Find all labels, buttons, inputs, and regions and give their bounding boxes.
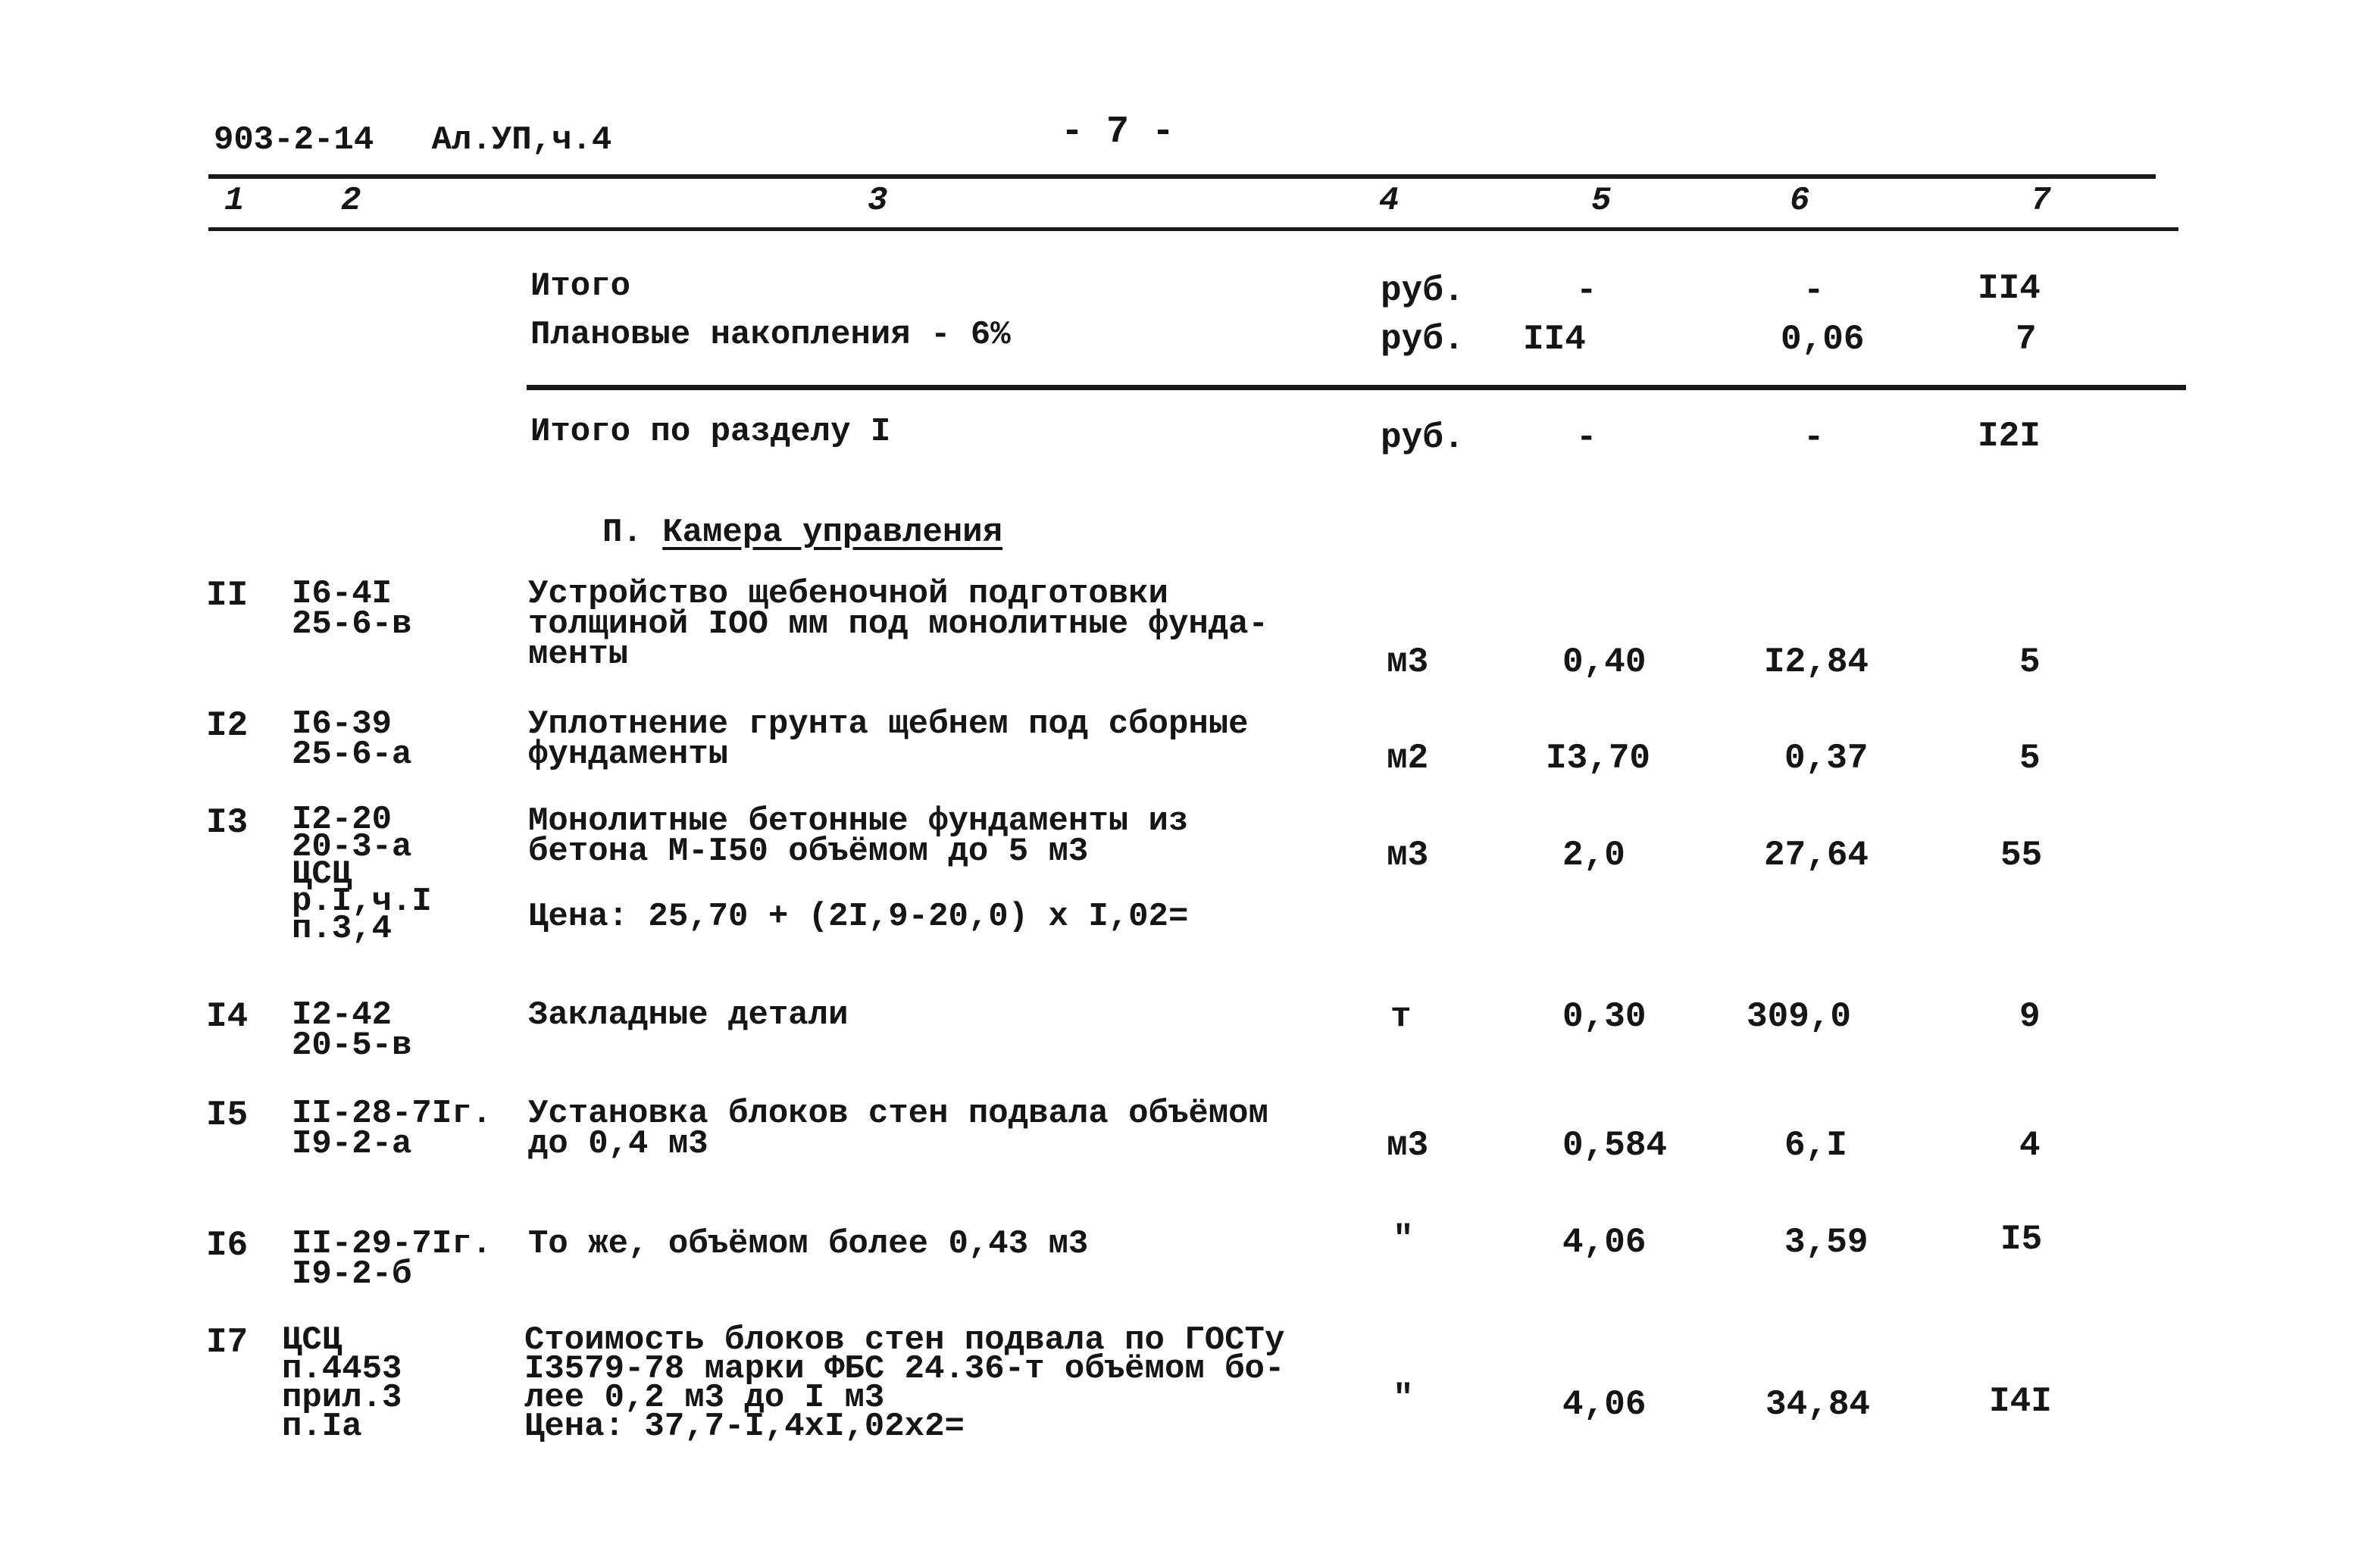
col-5-number: 5 (1591, 182, 1612, 220)
row-price: 27,64 (1764, 836, 1869, 875)
row-total: I4I (1989, 1382, 2052, 1421)
row-code-line: ЦСЦ (282, 1321, 342, 1359)
row-unit: м3 (1387, 642, 1429, 682)
row-code-line: п.3,4 (292, 910, 392, 948)
row-desc-line: Стоимость блоков стен подвала по ГОСТу (524, 1321, 1285, 1359)
row-code (292, 801, 432, 948)
row-total: 5 (2019, 739, 2041, 778)
col-6-number: 6 (1790, 182, 1810, 220)
row-code-line: 25-6-а (292, 736, 412, 774)
section-heading-title: Камера управления (662, 514, 1003, 552)
row-unit: " (1393, 1220, 1414, 1259)
row-unit: м2 (1387, 739, 1429, 778)
row-desc-line: Закладные детали (528, 996, 849, 1034)
summary-planned-total: 7 (2016, 320, 2037, 359)
row-number: I3 (206, 803, 249, 842)
row-total: I5 (2000, 1220, 2043, 1259)
row-unit: т (1390, 997, 1412, 1036)
row-code (292, 705, 412, 774)
row-number: I2 (206, 706, 249, 745)
row-description (528, 996, 849, 1034)
row-total: 4 (2019, 1126, 2041, 1165)
row-number: II (206, 576, 249, 615)
row-price: 6,I (1784, 1126, 1847, 1165)
row-qty: 4,06 (1562, 1385, 1647, 1424)
section-heading-number: П. (602, 514, 643, 552)
row-desc-line: бетона М-I50 объёмом до 5 м3 (528, 833, 1089, 871)
row-price-note: Цена: 25,70 + (2I,9-20,0) х I,02= (528, 898, 1189, 936)
row-code (282, 1321, 402, 1446)
summary-planned-qty: II4 (1523, 320, 1586, 359)
row-code-line: I9-2-а (292, 1125, 412, 1163)
row-price: I2,84 (1764, 642, 1869, 682)
row-code-line: 20-3-а (292, 828, 412, 866)
col-7-number: 7 (2031, 182, 2051, 220)
section-total-unit: руб. (1381, 418, 1465, 458)
row-desc-line: толщиной IОО мм под монолитные фунда- (528, 605, 1268, 643)
row-price: 34,84 (1765, 1385, 1871, 1424)
row-code-line: I2-42 (292, 996, 392, 1034)
row-qty: 0,30 (1562, 997, 1647, 1036)
summary-itogo-label: Итого (530, 267, 631, 305)
section-total-total: I2I (1978, 417, 2041, 456)
row-qty: 0,40 (1562, 642, 1647, 682)
row-code (292, 996, 412, 1064)
row-desc-line: I3579-78 марки ФБС 24.36-т объёмом бо- (524, 1350, 1285, 1388)
row-desc-line: Уплотнение грунта щебнем под сборные (528, 705, 1249, 743)
row-number: I6 (206, 1226, 249, 1265)
row-code-line: п.4453 (282, 1350, 402, 1388)
row-code-line: I9-2-б (292, 1255, 412, 1293)
col-4-number: 4 (1379, 182, 1400, 220)
row-description (528, 802, 1189, 871)
row-description (528, 1225, 1089, 1263)
summary-itogo-price: - (1803, 271, 1825, 311)
row-code-line: п.Iа (282, 1408, 362, 1446)
row-desc-line: Установка блоков стен подвала объёмом (528, 1095, 1268, 1133)
row-code (292, 1225, 493, 1293)
col-3-number: 3 (868, 182, 888, 220)
doc-code: 903-2-14 (214, 121, 374, 159)
row-desc-line: То же, объёмом более 0,43 м3 (528, 1225, 1089, 1263)
row-total: 55 (2000, 836, 2043, 875)
row-unit: м3 (1387, 836, 1429, 875)
col-2-number: 2 (341, 182, 361, 220)
row-code-line: 20-5-в (292, 1027, 412, 1064)
row-desc-line: Цена: 37,7-I,4хI,02х2= (524, 1408, 965, 1446)
row-qty: 0,584 (1562, 1126, 1668, 1165)
summary-rule (527, 385, 2186, 390)
row-unit: м3 (1387, 1126, 1429, 1165)
row-description (528, 705, 1249, 774)
page-number: - 7 - (1061, 111, 1175, 154)
row-code-line: р.I,ч.I (292, 883, 432, 921)
row-code-line: I6-4I (292, 575, 392, 613)
summary-itogo-total: II4 (1978, 269, 2041, 308)
summary-itogo-qty: - (1576, 271, 1597, 311)
row-code-line: I6-39 (292, 705, 392, 743)
row-total: 9 (2019, 997, 2041, 1036)
row-code-line: 25-6-в (292, 605, 412, 643)
row-price: 0,37 (1784, 739, 1869, 778)
row-code-line: II-28-7Iг. (292, 1095, 493, 1133)
row-code-line: I2-20 (292, 801, 392, 839)
row-price: 309,0 (1747, 997, 1852, 1036)
section-total-label: Итого по разделу I (530, 413, 891, 451)
summary-planned-price: 0,06 (1781, 320, 1865, 359)
row-code-line: ЦСЦ (292, 855, 352, 893)
row-price: 3,59 (1784, 1223, 1869, 1262)
row-desc-line: фундаменты (528, 736, 729, 774)
row-unit: " (1393, 1379, 1414, 1418)
row-total: 5 (2019, 642, 2041, 682)
row-number: I7 (206, 1323, 249, 1362)
row-qty: 4,06 (1562, 1223, 1647, 1262)
row-description (528, 1095, 1268, 1163)
row-description (528, 575, 1268, 674)
row-number: I4 (206, 997, 249, 1036)
summary-planned-label: Плановые накопления - 6% (530, 316, 1011, 354)
row-qty: 2,0 (1562, 836, 1625, 875)
summary-planned-unit: руб. (1381, 320, 1465, 359)
document-code (214, 121, 611, 159)
row-desc-line: Монолитные бетонные фундаменты из (528, 802, 1189, 840)
row-description (524, 1321, 1285, 1446)
row-number: I5 (206, 1096, 249, 1135)
section-total-qty: - (1576, 418, 1597, 458)
row-desc-line: менты (528, 636, 629, 674)
header-bottom-rule (208, 227, 2178, 231)
section-heading (602, 514, 1003, 552)
row-desc-line: до 0,4 м3 (528, 1125, 708, 1163)
row-code-line: прил.3 (282, 1379, 402, 1417)
col-1-number: 1 (224, 182, 245, 220)
row-code-line: II-29-7Iг. (292, 1225, 493, 1263)
row-qty: I3,70 (1546, 739, 1651, 778)
album-ref: Ал.УП,ч.4 (431, 121, 612, 159)
row-desc-line: лее 0,2 м3 до I м3 (524, 1379, 885, 1417)
row-desc-line: Устройство щебеночной подготовки (528, 575, 1168, 613)
summary-itogo-unit: руб. (1381, 271, 1465, 311)
header-top-rule (208, 174, 2156, 179)
row-code (292, 1095, 493, 1163)
row-code (292, 575, 412, 643)
section-total-price: - (1803, 418, 1825, 458)
